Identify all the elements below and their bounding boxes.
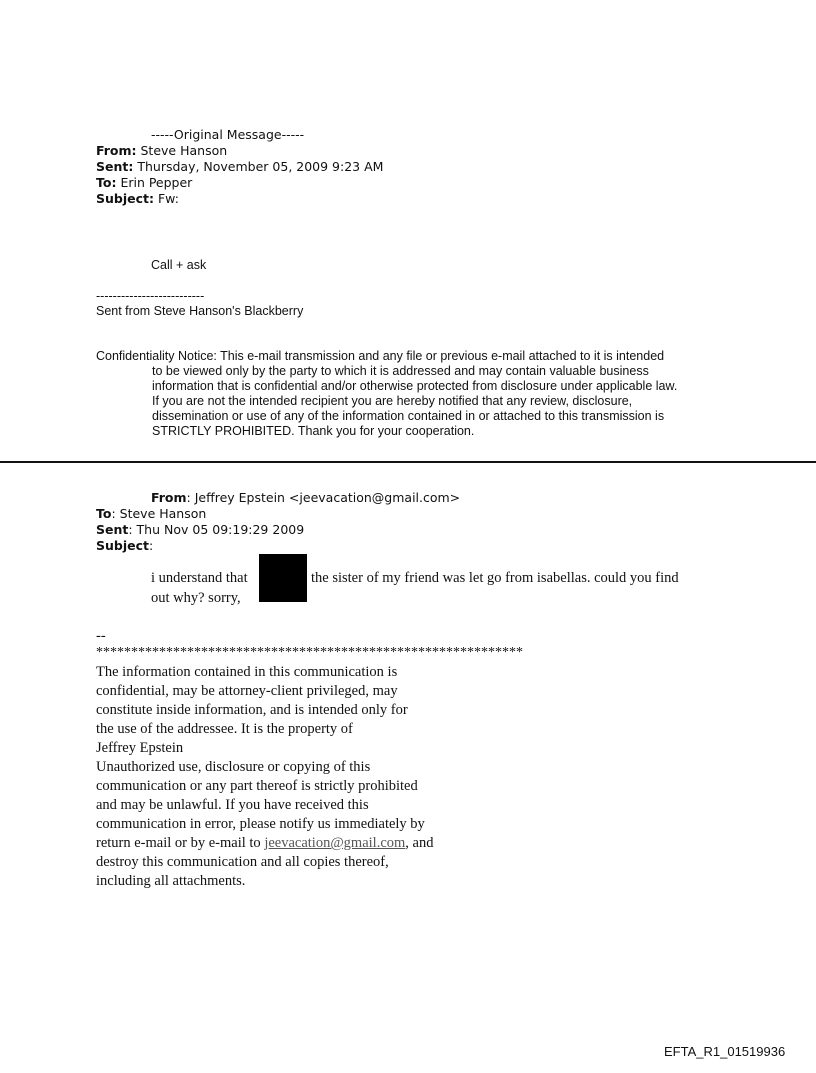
forwarded-sent-label: Sent <box>96 522 129 537</box>
forwarded-subject-value: : <box>149 538 154 553</box>
signature-separator: -------------------------- <box>96 289 205 303</box>
disclaimer-text: return e-mail or by e-mail to <box>96 835 265 851</box>
confidentiality-line: information that is confidential and/or otherwise protected from disclosure under applicable law. <box>152 379 678 393</box>
disclaimer-line-with-link <box>96 834 433 853</box>
confidentiality-line: If you are not the intended recipient you are hereby notified that any review, disclosure, <box>152 394 633 408</box>
forwarded-sent-field <box>96 522 304 539</box>
confidentiality-line: STRICTLY PROHIBITED. Thank you for your cooperation. <box>152 424 475 438</box>
disclaimer-line: Unauthorized use, disclosure or copying of this <box>96 759 371 775</box>
email-link[interactable]: jeevacation@gmail.com <box>264 835 406 851</box>
disclaimer-line: The information contained in this communication is <box>96 664 398 680</box>
disclaimer-line: communication in error, please notify us immediately by <box>96 816 425 832</box>
redaction-box <box>259 554 307 602</box>
forwarded-body-line-1a: i understand that <box>151 570 248 586</box>
forwarded-subject-field <box>96 538 153 555</box>
disclaimer-line: Jeffrey Epstein <box>96 740 184 756</box>
signature: Sent from Steve Hanson's Blackberry <box>96 304 304 318</box>
message-body: Call + ask <box>151 258 207 272</box>
confidentiality-notice <box>96 349 677 439</box>
disclaimer-line: destroy this communication and all copies thereof, <box>96 854 389 870</box>
disclaimer-text: , and <box>405 835 434 851</box>
dash-separator: -- <box>96 628 106 644</box>
forwarded-to-value: : Steve Hanson <box>111 506 207 521</box>
confidentiality-line: dissemination or use of any of the information contained in or attached to this transmission is <box>152 409 665 423</box>
to-value: Erin Pepper <box>120 175 193 190</box>
from-field <box>96 143 227 160</box>
legal-disclaimer <box>96 663 433 891</box>
original-message-marker: -----Original Message----- <box>151 127 305 142</box>
to-label: To: <box>96 175 117 190</box>
forwarded-body-line-2: out why? sorry, <box>151 590 241 606</box>
forwarded-from-label: From <box>151 490 187 505</box>
disclaimer-line: including all attachments. <box>96 873 246 889</box>
sent-value: Thursday, November 05, 2009 9:23 AM <box>137 159 384 174</box>
forwarded-subject-label: Subject <box>96 538 149 553</box>
disclaimer-line: communication or any part thereof is strictly prohibited <box>96 778 418 794</box>
subject-value: Fw: <box>157 191 179 206</box>
confidentiality-line: Confidentiality Notice: This e-mail transmission and any file or previous e-mail attached to it is intended <box>96 349 665 363</box>
forwarded-body-line-1b: the sister of my friend was let go from isabellas. could you find <box>311 570 679 586</box>
forwarded-from-field <box>151 490 460 507</box>
forwarded-from-value: : Jeffrey Epstein <jeevacation@gmail.com> <box>186 490 461 505</box>
section-divider <box>0 461 816 463</box>
to-field <box>96 175 192 192</box>
sent-label: Sent: <box>96 159 134 174</box>
bates-number: EFTA_R1_01519936 <box>664 1044 786 1059</box>
confidentiality-line: to be viewed only by the party to which it is addressed and may contain valuable business <box>152 364 649 378</box>
forwarded-to-field <box>96 506 206 523</box>
subject-field <box>96 191 179 208</box>
asterisk-separator: ************************************************************* <box>96 645 523 660</box>
from-value: Steve Hanson <box>140 143 228 158</box>
from-label: From: <box>96 143 137 158</box>
forwarded-sent-value: : Thu Nov 05 09:19:29 2009 <box>128 522 305 537</box>
disclaimer-line: confidential, may be attorney-client privileged, may <box>96 683 398 699</box>
sent-field <box>96 159 383 176</box>
disclaimer-line: the use of the addressee. It is the property of <box>96 721 353 737</box>
disclaimer-line: and may be unlawful. If you have received this <box>96 797 369 813</box>
forwarded-to-label: To <box>96 506 112 521</box>
subject-label: Subject: <box>96 191 154 206</box>
disclaimer-line: constitute inside information, and is intended only for <box>96 702 408 718</box>
